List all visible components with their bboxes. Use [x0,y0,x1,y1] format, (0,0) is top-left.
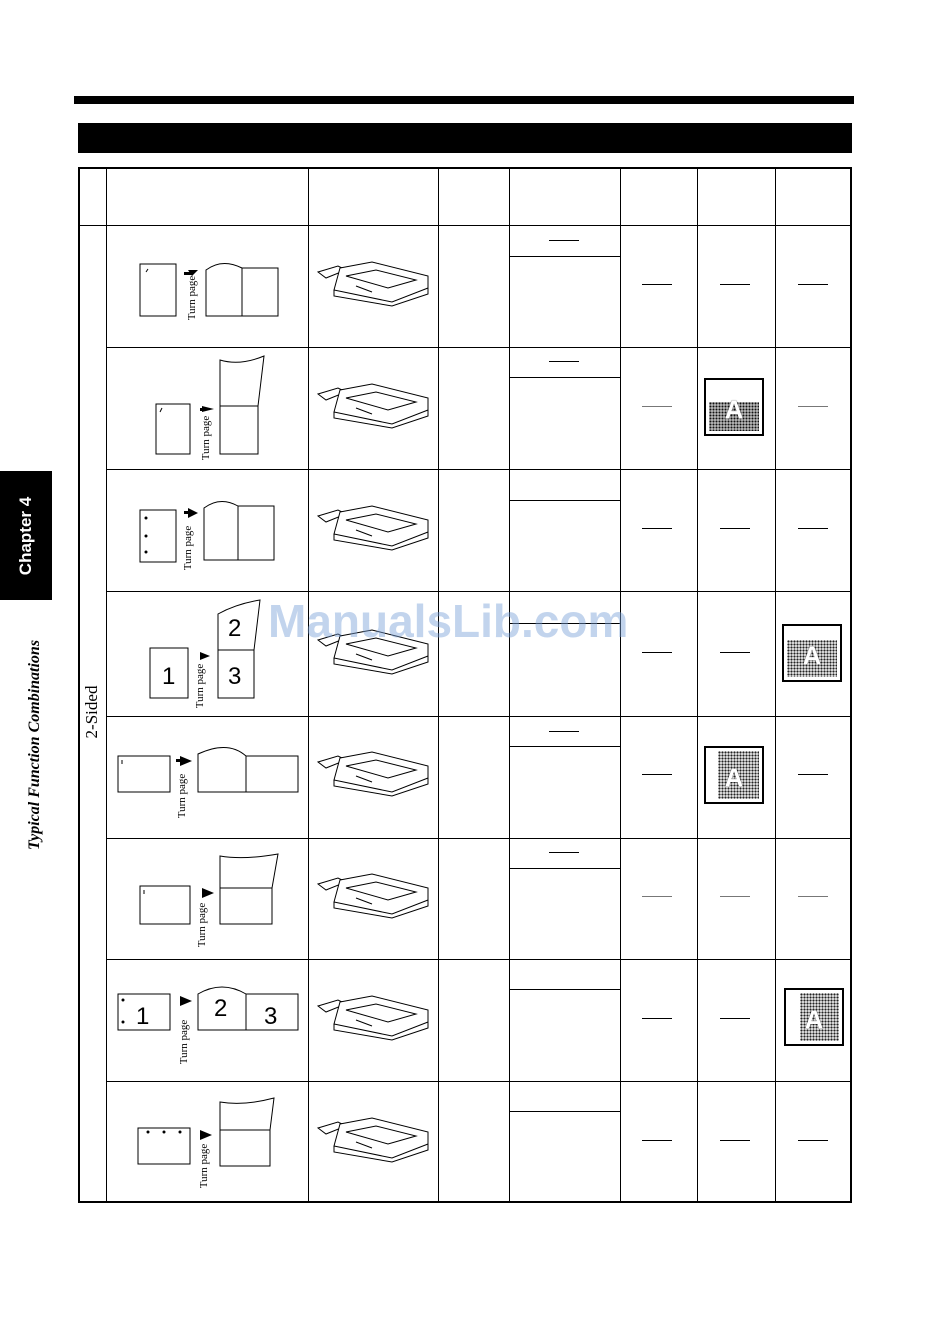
turn-page-label: Turn page [194,663,206,709]
page-number: 2 [214,995,228,1022]
turn-page-label: Turn page [196,902,208,948]
header-bar [78,123,852,153]
image-thumbnail: A [704,378,764,436]
copier-icon [316,506,434,550]
page-number: 1 [136,1003,150,1030]
page-number: 3 [264,1003,278,1030]
turn-page-label: Turn page [176,773,188,819]
copier-icon [316,996,434,1040]
image-thumbnail: A [704,746,764,804]
top-rule [74,96,854,104]
numbered-landscape-icon [118,984,302,1034]
page-number: 2 [228,615,242,642]
copier-icon [316,262,434,306]
copier-icon [316,1118,434,1162]
numbered-pages-icon [150,600,270,702]
punched-page-icon [140,500,280,564]
landscape-page-icon [140,852,280,928]
copier-icon [316,384,434,428]
turn-page-label: Turn page [182,525,194,571]
image-thumbnail: A [784,988,844,1046]
dash [549,361,579,362]
portrait-page-icon [140,264,280,324]
image-thumbnail: A [782,624,842,682]
dash [549,852,579,853]
copier-icon [316,752,434,796]
group-label-2-sided: 2-Sided [82,685,101,739]
chapter-tab-label: Chapter 4 [16,496,35,575]
turn-page-label: Turn page [198,1143,210,1189]
dash [549,240,579,241]
landscape-page-icon [118,746,302,796]
turn-page-label: Turn page [178,1019,190,1065]
turn-page-label: Turn page [200,415,212,461]
page-number: 3 [228,663,242,690]
chapter-tab[interactable] [0,471,52,600]
section-title: Typical Function Combinations [26,639,43,851]
dash [549,731,579,732]
page-number: 1 [162,663,176,690]
watermark: ManualsLib.com [268,595,629,647]
turn-page-label: Turn page [186,275,198,321]
copier-icon [316,874,434,918]
